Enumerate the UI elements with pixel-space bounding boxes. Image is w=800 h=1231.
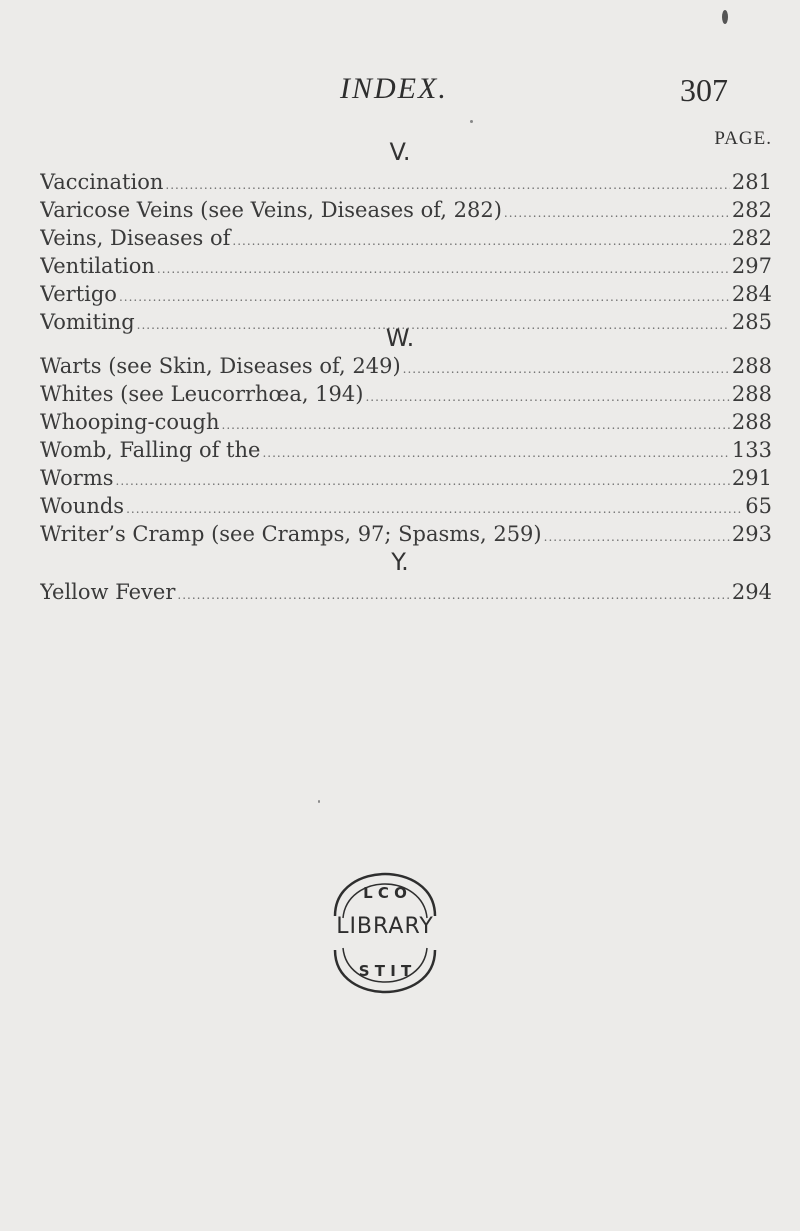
entry-term: Wounds xyxy=(40,494,125,518)
entry-page: 297 xyxy=(731,254,772,278)
index-entry xyxy=(40,464,772,492)
svg-text:S T I T: S T I T xyxy=(358,962,412,980)
index-entry xyxy=(40,280,772,308)
entry-page: 285 xyxy=(731,310,772,334)
entry-page: 293 xyxy=(731,522,772,546)
entry-term: Varicose Veins (see Veins, Diseases of, 282) xyxy=(40,198,502,222)
leader-dots xyxy=(222,411,730,436)
index-entry xyxy=(40,380,772,408)
entry-page: 65 xyxy=(745,494,772,518)
entry-term: Veins, Diseases of xyxy=(40,226,231,250)
entry-page: 284 xyxy=(731,282,772,306)
leader-dots xyxy=(157,255,730,280)
section-letter-v: V. xyxy=(389,138,411,166)
entry-page: 281 xyxy=(731,170,772,194)
paper-speck xyxy=(722,10,728,24)
entry-term: Whites (see Leucorrhœa, 194) xyxy=(40,382,364,406)
leader-dots xyxy=(544,523,730,548)
index-entry xyxy=(40,408,772,436)
entry-page: 291 xyxy=(731,466,772,490)
leader-dots xyxy=(119,283,730,308)
leader-dots xyxy=(177,581,730,606)
index-entry xyxy=(40,520,772,548)
library-stamp xyxy=(305,868,465,998)
entry-page: 282 xyxy=(731,226,772,250)
section-letter-w: W. xyxy=(385,324,415,352)
entry-page: 294 xyxy=(731,580,772,604)
entry-page: 288 xyxy=(731,354,772,378)
svg-text:L C O: L C O xyxy=(363,884,407,902)
entry-term: Writer’s Cramp (see Cramps, 97; Spasms, 259) xyxy=(40,522,542,546)
stamp-label: LIBRARY xyxy=(336,914,434,939)
index-entry xyxy=(40,436,772,464)
page-number: 307 xyxy=(680,72,728,108)
leader-dots xyxy=(365,383,729,408)
index-entry xyxy=(40,224,772,252)
leader-dots xyxy=(403,355,730,380)
entry-page: 288 xyxy=(731,382,772,406)
page-column-label: PAGE. xyxy=(714,128,772,149)
entry-page: 288 xyxy=(731,410,772,434)
entry-term: Vaccination xyxy=(40,170,164,194)
entry-page: 282 xyxy=(731,198,772,222)
leader-dots xyxy=(504,199,730,224)
leader-dots xyxy=(165,171,730,196)
index-entry xyxy=(40,252,772,280)
entry-term: Womb, Falling of the xyxy=(40,438,261,462)
leader-dots xyxy=(126,495,743,520)
leader-dots xyxy=(232,227,730,252)
section-letter-y: Y. xyxy=(391,548,409,576)
entry-term: Vertigo xyxy=(40,282,117,306)
entry-term: Worms xyxy=(40,466,114,490)
index-entry xyxy=(40,196,772,224)
leader-dots xyxy=(116,467,730,492)
entry-page: 133 xyxy=(731,438,772,462)
entry-term: Yellow Fever xyxy=(40,580,176,604)
entry-term: Ventilation xyxy=(40,254,155,278)
entry-term: Warts (see Skin, Diseases of, 249) xyxy=(40,354,401,378)
index-entry xyxy=(40,578,772,606)
paper-speck xyxy=(318,800,320,803)
index-entry xyxy=(40,352,772,380)
leader-dots xyxy=(262,439,729,464)
entry-term: Vomiting xyxy=(40,310,135,334)
page-title: INDEX. xyxy=(340,72,448,105)
index-entry xyxy=(40,492,772,520)
entry-term: Whooping-cough xyxy=(40,410,220,434)
index-entry xyxy=(40,168,772,196)
paper-speck xyxy=(470,120,473,123)
